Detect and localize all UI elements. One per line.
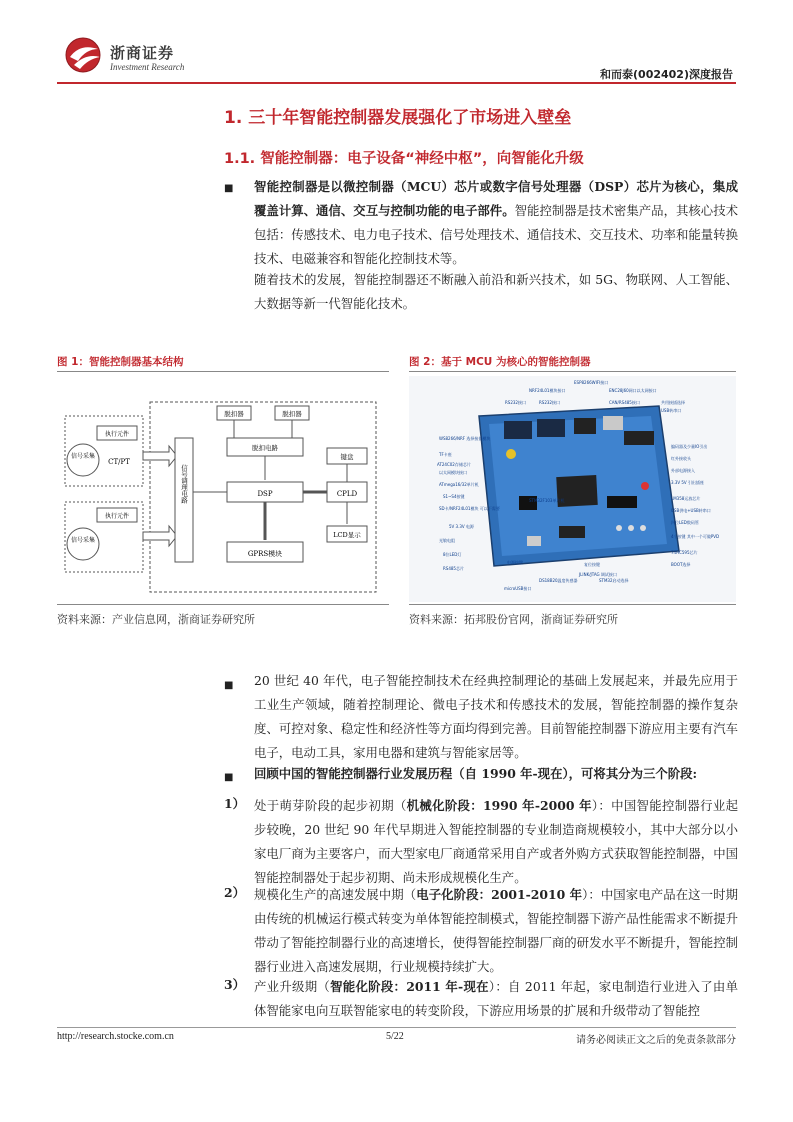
board-callout-label: 4个按键 其中一个可做PVD: [671, 534, 720, 539]
board-callout-label: WS8266/NRF 选择接插模块: [439, 436, 491, 441]
stage-paragraph-2: [254, 883, 738, 979]
exec-label-2: 执行元件: [104, 513, 130, 520]
intro-paragraph-2: 随着技术的发展，智能控制器还不断融入前沿和新兴技术，如 5G、物联网、人工智能、大数据等新一代智能化技术。: [254, 272, 738, 311]
bullet-marker: [224, 680, 236, 688]
gprs-label: GPRS模块: [247, 550, 283, 558]
lcd-label: LCD显示: [333, 531, 361, 539]
board-callout-label: RS232接口: [505, 400, 526, 405]
board-callout-label: 光敏电阻: [439, 538, 455, 543]
figure1-source: 资料来源：产业信息网，浙商证券研究所: [57, 613, 255, 626]
stages-intro: 回顾中国的智能控制器行业发展历程（自 1990 年-现在），可将其分为三个阶段:: [254, 766, 698, 781]
signal-circle-2: [67, 528, 99, 560]
board-callout-label: NRF24L01模块接口: [529, 388, 566, 393]
board-callout-label: USB供电+USB转串口: [671, 508, 711, 513]
brand-name-en: Investment Research: [110, 62, 185, 72]
intro-bold-text: 智能控制器是以微控制器（MCU）芯片或数字信号处理器（DSP）芯片为核心，集成覆盖计算、通信、交互与控制功能的电子部件。: [254, 179, 738, 218]
intro-paragraph: [254, 175, 738, 271]
board-callout-label: SD卡/NRF24L01模块 可以不需要: [439, 506, 500, 511]
rs232-port-2: [537, 419, 565, 437]
arrow-sensor1: [143, 446, 177, 466]
board-callout-label: JLINK/JTAG 调试接口: [579, 572, 617, 577]
stage-rest-1: ）：中国智能控制器行业起步较晚，20 世纪 90 年代早期进入智能控制器的专业制造商规模较小，其中大部分以小家电厂商为主要客户，而大型家电厂商通常采用自产或者外购方式获取智能控制器，中国智能控制器处于起步初期、尚未形成规模化生产。: [254, 798, 738, 885]
dsp-label: DSP: [257, 490, 273, 498]
signal-label-2: 信号采集: [70, 537, 96, 544]
section-heading: 1. 三十年智能控制器发展强化了市场进入壁垒: [224, 108, 572, 128]
board-callout-label: RS232接口: [539, 400, 560, 405]
figure1-top-rule: [57, 371, 389, 372]
brand-name-cn: 浙商证券: [110, 44, 175, 62]
stage-rest-3: ）：自 2011 年起，家电制造行业进入了由单体智能家电向互联智能家电的转变阶段，下游应用场景的扩展和升级带动了智能控: [254, 979, 739, 1018]
ethernet-port: [603, 416, 623, 430]
stage-bold-1: 机械化阶段：1990 年-2000 年: [406, 798, 592, 813]
board-callout-label: BOOT选择: [671, 562, 691, 567]
figure2-bottom-rule: [409, 604, 736, 605]
stage-paragraph-1: [254, 794, 738, 890]
figure1-diagram: [57, 376, 389, 602]
figure2-top-rule: [409, 371, 736, 372]
board-callout-label: STM32F103单片机: [529, 498, 565, 503]
board-callout-label: 74HC595芯片: [671, 550, 698, 555]
relay-circuit-label: 脱扣电路: [252, 444, 278, 452]
board-callout-label: 电源按键: [507, 560, 523, 565]
board-callout-label: CAN/RS485接口: [609, 400, 640, 405]
tf-slot: [506, 449, 516, 459]
relay-label-1: 脱扣器: [224, 410, 244, 418]
board-callout-label: USB转串口: [661, 408, 682, 413]
stage-number-2: 2）: [224, 885, 246, 900]
stage-bold-3: 智能化阶段：2011 年-现在: [330, 979, 489, 994]
stage-number-1: 1）: [224, 796, 246, 811]
report-tag: 和而泰(002402)深度报告: [600, 68, 733, 81]
subsection-heading: 1.1. 智能控制器：电子设备“神经中枢”，向智能化升级: [224, 151, 584, 167]
relay-links: [234, 420, 292, 438]
led-display: [607, 496, 637, 508]
stage-number-3: 3）: [224, 977, 246, 992]
board-callout-label: microUSB接口: [504, 586, 532, 591]
stage-rest-2: ）：中国家电产品在这一时期由传统的机械运行模式转变为单体智能控制模式，智能控制器下游产品性能需求不断提升带动了智能控制器行业的高速增长，使得智能控制器厂商的研发水平不断提升，智能控制器行业进入高速发展期，行业规模持续扩大。: [254, 887, 738, 974]
figure2-board-image: [409, 376, 736, 602]
board-callout-label: 8位LED灯: [443, 552, 462, 557]
footer-divider: [57, 1027, 736, 1028]
keyboard-label: 键盘: [340, 453, 354, 461]
figure2-title: 图 2：基于 MCU 为核心的智能控制器: [409, 356, 591, 368]
intro-rest-text: 智能控制器是技术密集产品，其核心技术包括：传感技术、电力电子技术、信号处理技术、通信技术、交互技术、功率和能量转换技术、电磁兼容和智能化控制技术等。: [254, 203, 739, 266]
bullet-marker: [224, 772, 236, 780]
exec-label-1: 执行元件: [104, 431, 130, 438]
board-callout-label: 四位LED数码管: [671, 520, 699, 525]
board-callout-label: RS485芯片: [443, 566, 464, 571]
pin-header: [624, 431, 654, 445]
page-number: 5/22: [386, 1031, 404, 1042]
usb-port: [527, 536, 541, 546]
board-callout-label: 5V 3.3V 电源: [449, 524, 474, 529]
signal-circle-1: [67, 444, 99, 476]
board-callout-label: DS18B20温度传感器: [539, 578, 578, 583]
rs232-port-1: [504, 421, 532, 439]
jtag-port: [559, 526, 585, 538]
board-callout-label: 复位按键: [584, 562, 600, 567]
history-paragraph: 20 世纪 40 年代，电子智能控制技术在经典控制理论的基础上发展起来，并最先应用于工业生产领域，随着控制理论、微电子技术和传感技术的发展，智能控制器的操作复杂度、可控对象、稳定性和经济性等方面均得到完善。目前智能控制器下游应用主要有汽车电子，电动工具，家用电器和建筑与智能家居等。: [254, 673, 738, 760]
footer-url[interactable]: http://research.stocke.com.cn: [57, 1031, 174, 1042]
board-callout-label: 共用接插选择: [661, 400, 685, 405]
board-callout-label: S1~S4按键: [443, 494, 465, 499]
board-callout-label: 编码器及少量IO引出: [671, 444, 708, 449]
company-logo-icon: [62, 35, 108, 75]
can-port: [574, 418, 596, 434]
figure1-bottom-rule: [57, 604, 389, 605]
board-callout-label: ESP8266WIFI接口: [574, 380, 609, 385]
cpld-label: CPLD: [336, 490, 358, 498]
board-callout-label: 红外接收头: [671, 456, 691, 461]
stage-paragraph-3: [254, 975, 738, 1023]
board-callout-label: ENC28J60网口以太网接口: [609, 388, 657, 393]
conditioning-label: 信号调理电路: [180, 464, 188, 504]
board-callout-label: LM358运放芯片: [671, 496, 701, 501]
stage-lead-3: 产业升级期（: [254, 979, 331, 994]
stage-lead-2: 规模化生产的高速发展中期（: [254, 887, 417, 902]
arrow-sensor2: [143, 526, 177, 546]
disclaimer-note: 请务必阅读正文之后的免责条款部分: [576, 1035, 736, 1046]
bullet-marker: [224, 183, 236, 191]
board-callout-label: 外部电源接入: [671, 468, 695, 473]
stage-lead-1: 处于萌芽阶段的起步初期（: [254, 798, 407, 813]
power-led: [641, 482, 649, 490]
stage-bold-2: 电子化阶段：2001-2010 年: [416, 887, 583, 902]
relay-label-2: 脱扣器: [282, 410, 302, 418]
figure1-title: 图 1：智能控制器基本结构: [57, 356, 184, 368]
header-divider: [57, 82, 736, 84]
ctpt-label: CT/PT: [108, 458, 130, 466]
board-callout-label: 3.3V 5V 引出插座: [671, 480, 704, 485]
board-callout-label: 以太网模块接口: [439, 470, 467, 475]
board-callout-label: TF卡座: [439, 452, 452, 457]
board-callout-label: AT24C02存储芯片: [437, 462, 471, 467]
signal-label-1: 信号采集: [70, 453, 96, 460]
board-callout-label: ATmega16/32单片机: [439, 482, 479, 487]
board-callout-label: STM32启动选择: [599, 578, 629, 583]
figure2-source: 资料来源：拓邦股份官网，浙商证券研究所: [409, 613, 618, 626]
